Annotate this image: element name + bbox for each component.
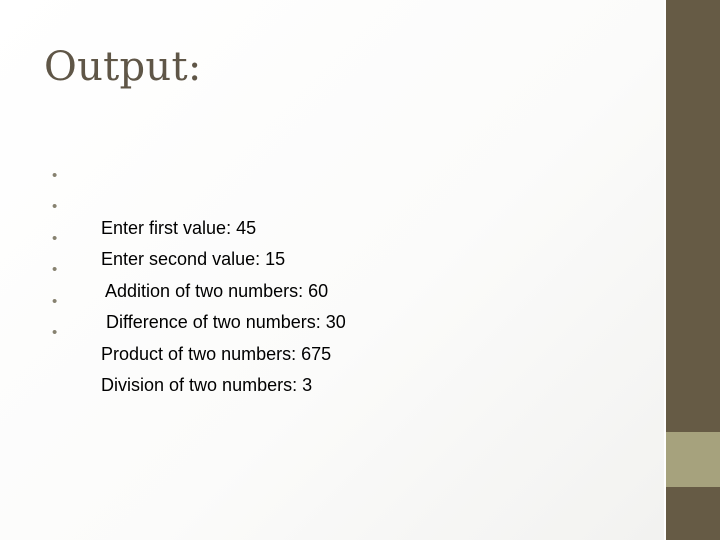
- bullet-text: Difference of two numbers: 30: [101, 312, 346, 333]
- bullet-dot-icon: •: [52, 167, 58, 184]
- bullet-dot-icon: •: [52, 261, 58, 279]
- side-bar-accent: [666, 432, 720, 487]
- bullet-text: Division of two numbers: 3: [101, 374, 313, 395]
- bullet-text: Product of two numbers: 675: [101, 343, 332, 364]
- bullet-dot-icon: •: [52, 292, 58, 310]
- bullet-list: [50, 163, 346, 395]
- slide-title: Output:: [44, 44, 202, 90]
- bullet-dot-icon: •: [52, 323, 58, 341]
- bullet-text: Enter first value: 45: [101, 218, 257, 238]
- bullet-text: Enter second value: 15: [101, 249, 286, 270]
- bullet-dot-icon: •: [52, 229, 58, 247]
- bullet-dot-icon: •: [52, 198, 58, 216]
- bullet-item: [50, 163, 346, 238]
- bullet-text: Addition of two numbers: 60: [101, 280, 329, 301]
